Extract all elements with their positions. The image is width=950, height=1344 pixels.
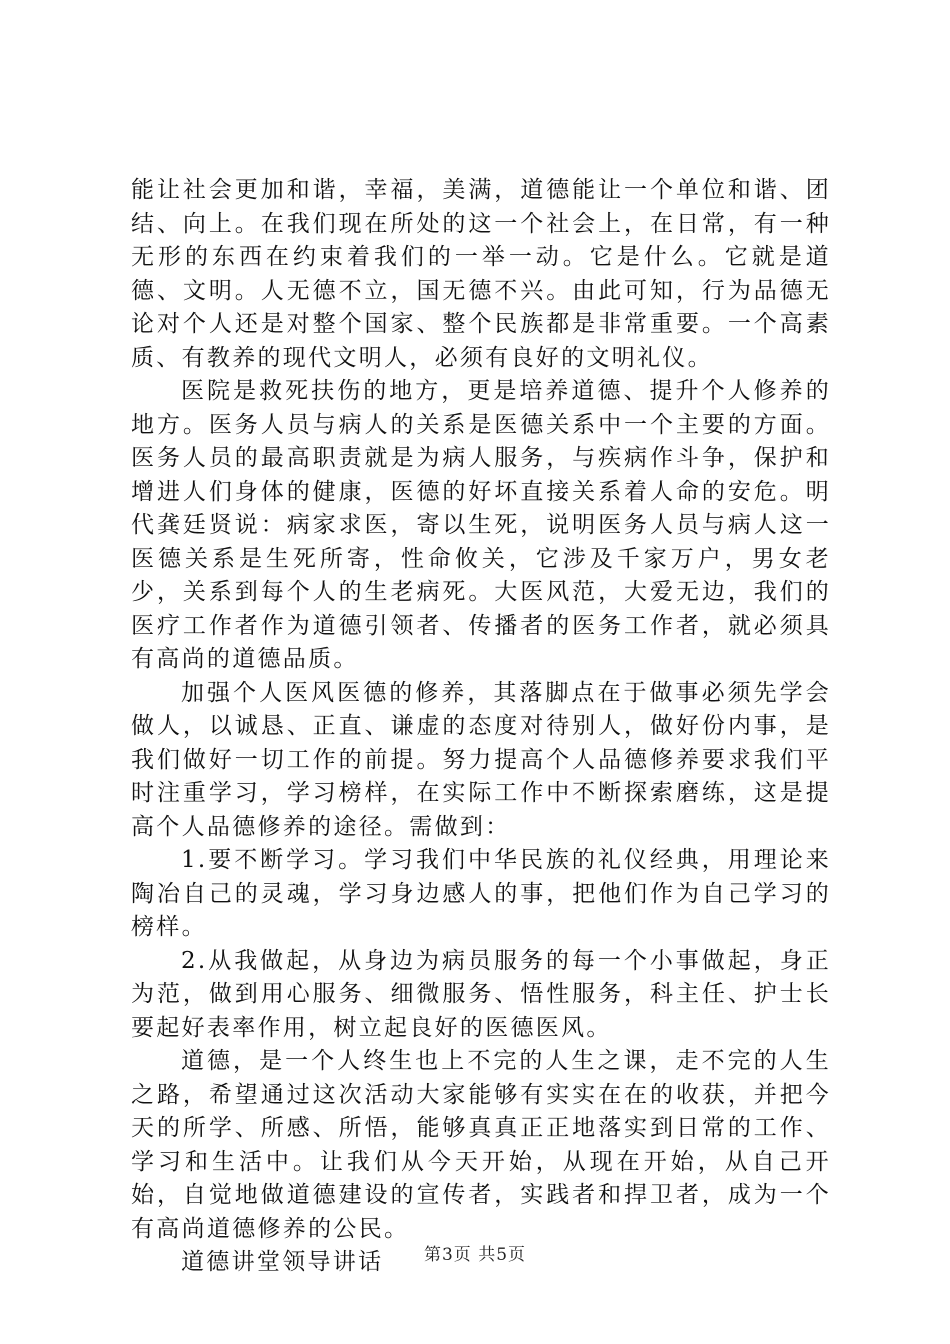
paragraph-1: 能让社会更加和谐，幸福，美满，道德能让一个单位和谐、团结、向上。在我们现在所处的这一个社会上，在日常，有一种无形的东西在约束着我们的一举一动。它是什么。它就是道德、文明。人无德不立，国无德不兴。由此可知，行为品德无论对个人还是对整个国家、整个民族都是非常重要。一个高素质、有教养的现代文明人，必须有良好的文明礼仪。	[131, 177, 831, 371]
page-number-footer: 第3页 共5页	[423, 1245, 527, 1265]
document-body	[131, 174, 831, 1280]
paragraph-2: 医院是救死扶伤的地方，更是培养道德、提升个人修养的地方。医务人员与病人的关系是医德关系中一个主要的方面。医务人员的最高职责就是为病人服务，与疾病作斗争，保护和增进人们身体的健康，医德的好坏直接关系着人命的安危。明代龚廷贤说：病家求医，寄以生死，说明医务人员与病人这一医德关系是生死所寄，性命攸关，它涉及千家万户，男女老少，关系到每个人的生老病死。大医风范，大爱无边，我们的医疗工作者作为道德引领者、传播者的医务工作者，就必须具有高尚的道德品质。	[131, 378, 831, 672]
paragraph-3: 加强个人医风医德的修养，其落脚点在于做事必须先学会做人，以诚恳、正直、谦虚的态度对待别人，做好份内事，是我们做好一切工作的前提。努力提高个人品德修养要求我们平时注重学习，学习榜样，在实际工作中不断探索磨练，这是提高个人品德修养的途径。需做到：	[131, 679, 831, 840]
list-item-1: 1.要不断学习。学习我们中华民族的礼仪经典，用理论来陶冶自己的灵魂，学习身边感人的事，把他们作为自己学习的榜样。	[131, 847, 831, 940]
section-title: 道德讲堂领导讲话	[181, 1249, 384, 1275]
paragraph-4: 道德，是一个人终生也上不完的人生之课，走不完的人生之路，希望通过这次活动大家能够有实实在在的收获，并把今天的所学、所感、所悟，能够真真正正地落实到日常的工作、学习和生活中。让我们从今天开始，从现在开始，从自己开始，自觉地做道德建设的宣传者，实践者和捍卫者，成为一个有高尚道德修养的公民。	[131, 1048, 831, 1242]
list-item-2: 2.从我做起，从身边为病员服务的每一个小事做起，身正为范，做到用心服务、细微服务、悟性服务，科主任、护士长要起好表率作用，树立起良好的医德医风。	[131, 947, 831, 1041]
